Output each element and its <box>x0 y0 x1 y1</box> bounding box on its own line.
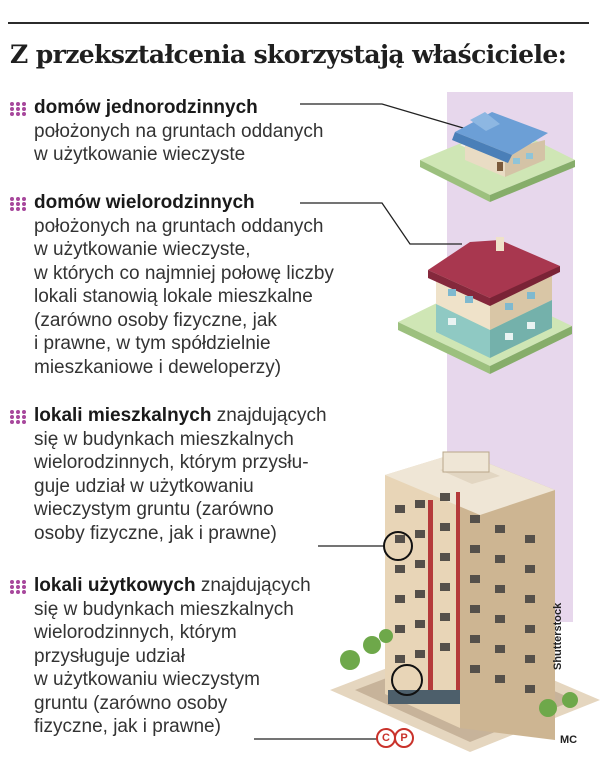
item-heading: lokali użytkowych <box>34 575 196 596</box>
item-line: położonych na gruntach oddanych <box>34 120 324 142</box>
item-line: położonych na gruntach oddanych <box>34 215 324 237</box>
item-line: gruntu (zarówno osoby <box>34 692 228 714</box>
item-line: (zarówno osoby fizyczne, jak <box>34 309 277 331</box>
item-line: wieczystym gruntu (zarówno <box>34 499 274 520</box>
list-item-commercial-units <box>10 574 311 739</box>
single-family-house-illustration <box>420 112 575 202</box>
item-line: przysługuje udział <box>34 645 186 667</box>
multi-family-house-illustration <box>398 237 572 374</box>
item-line: wielorodzinnych, którym <box>34 622 237 643</box>
bullet-dots-icon <box>10 102 26 116</box>
item-line: fizyczne, jak i prawne) <box>34 716 221 737</box>
item-line: mieszkaniowe i deweloperzy) <box>34 356 282 378</box>
connector-line-1 <box>300 104 470 130</box>
copyright-p-icon: P <box>394 728 414 748</box>
item-heading: lokali mieszkalnych <box>34 405 212 426</box>
copyright-c-icon: C <box>376 728 396 748</box>
item-line: w których co najmniej połowę liczby <box>34 262 334 284</box>
item-line: i prawne, w tym spółdzielnie <box>34 333 271 354</box>
item-line: osoby fizyczne, jak i prawne) <box>34 522 277 544</box>
page-title: Z przekształcenia skorzystają właściciele: <box>10 40 567 69</box>
item-line: w użytkowanie wieczyste, <box>34 239 251 260</box>
bullet-dots-icon <box>10 410 26 424</box>
item-line: wielorodzinnych, którym przysłu- <box>34 452 309 473</box>
item-heading: domów jednorodzinnych <box>34 97 258 118</box>
item-heading: domów wielorodzinnych <box>34 192 255 213</box>
item-heading-rest: znajdujących <box>195 575 311 596</box>
author-initials: MC <box>560 734 578 746</box>
bullet-dots-icon <box>10 197 26 211</box>
item-line: się w budynkach mieszkalnych <box>34 598 294 620</box>
list-item-multi-family <box>10 191 334 379</box>
item-line: w użytkowaniu wieczystym <box>34 669 260 690</box>
item-line: w użytkowanie wieczyste <box>34 144 246 165</box>
item-line: lokali stanowią lokale mieszkalne <box>34 286 313 307</box>
item-line: guje udział w użytkowaniu <box>34 475 254 497</box>
item-line: się w budynkach mieszkalnych <box>34 428 294 450</box>
list-item-residential-units <box>10 404 327 545</box>
list-item-single-family <box>10 96 323 167</box>
bullet-dots-icon <box>10 580 26 594</box>
item-heading-rest: znajdujących <box>211 405 327 426</box>
photo-credit: Shutterstock <box>552 602 564 670</box>
